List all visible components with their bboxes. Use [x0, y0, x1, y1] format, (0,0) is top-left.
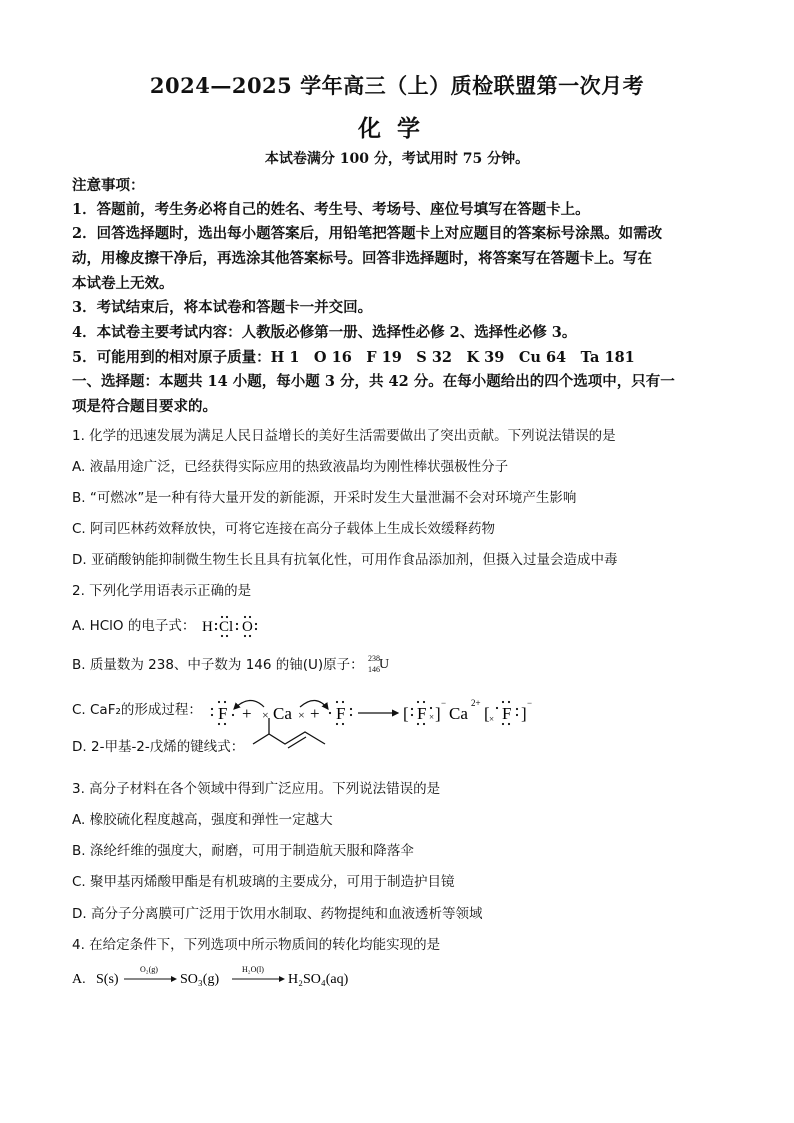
fluoride-ion: F: [417, 704, 427, 723]
bracket-left: [: [484, 704, 490, 723]
fluorine-atom-left: F: [218, 704, 228, 723]
o-atom: O: [241, 619, 253, 635]
cl-atom: Cl: [218, 619, 233, 635]
q2-option-b-label: B. 质量数为 238、中子数为 146 的铀(U)原子：: [72, 657, 364, 673]
cross-electron: ×: [298, 708, 305, 722]
species-h2so4: H₂SO₄(aq): [288, 972, 349, 987]
q3-option-d: D. 高分子分离膜可广泛用于饮用水制取、药物提纯和血液透析等领域: [72, 906, 483, 922]
fluorine-atom-right: F: [336, 704, 346, 723]
question-1-stem: 1. 化学的迅速发展为满足人民日益增长的美好生活需要做出了突出贡献。下列说法错误的是: [72, 428, 616, 444]
question-4-stem: 4. 在给定条件下，下列选项中所示物质间的转化均能实现的是: [72, 937, 441, 953]
note-line: 5．可能用到的相对原子质量：H 1 O 16 F 19 S 32 K 39 Cu 64 Ta 181: [72, 349, 635, 366]
q1-option-a: A. 液晶用途广泛，已经获得实际应用的热致液晶均为刚性棒状强极性分子: [72, 459, 509, 475]
carbon-chain: [253, 732, 325, 744]
q1-option-b: B. “可燃冰”是一种有待大量开发的新能源，开采时发生大量泄漏不会对环境产生影响: [72, 490, 577, 506]
plus-sign: +: [242, 704, 252, 723]
note-line: 1．答题前，考生务必将自己的姓名、考生号、考场号、座位号填写在答题卡上。: [72, 201, 590, 218]
q2-option-c-label: C. CaF₂的形成过程：: [72, 702, 202, 718]
q2-option-a-label: A. HClO 的电子式：: [72, 618, 196, 634]
calcium-atom: Ca: [273, 704, 293, 723]
calcium-ion: Ca: [449, 704, 469, 723]
q2-option-a: [72, 614, 268, 638]
cross-electron: ×: [489, 714, 495, 724]
exam-info: 本试卷满分 100 分，考试用时 75 分钟。: [264, 151, 530, 167]
calcium-charge: 2+: [471, 698, 481, 708]
question-3-stem: 3. 高分子材料在各个领域中得到广泛应用。下列说法错误的是: [72, 781, 441, 797]
note-line: 本试卷上无效。: [72, 275, 174, 292]
element-symbol: U: [378, 657, 390, 672]
note-line: 动，用橡皮擦干净后，再选涂其他答案标号。回答非选择题时，将答案写在答题卡上。写在: [72, 250, 652, 267]
atomic-number: 146: [367, 665, 380, 674]
note-line: 3．考试结束后，将本试卷和答题卡一并交回。: [72, 299, 373, 316]
q2-option-b: [72, 653, 394, 676]
q1-option-c: C. 阿司匹林药效释放快，可将它连接在高分子载体上生成长效缓释药物: [72, 521, 496, 537]
reaction-condition-2: H₂O(l): [242, 965, 264, 974]
species-so3: SO₃(g): [180, 972, 220, 987]
section-heading: 一、选择题：本题共 14 小题，每小题 3 分，共 42 分。在每小题给出的四个选项中，只有一: [72, 373, 675, 390]
cross-electron: ×: [262, 708, 269, 722]
h-atom: H: [201, 619, 213, 635]
note-line: 2．回答选择题时，选出每小题答案后，用铅笔把答题卡上对应题目的答案标号涂黑。如需改: [72, 225, 663, 242]
subject-title: 化学: [358, 115, 436, 142]
option-label: A.: [72, 972, 86, 987]
q3-option-a: A. 橡胶硫化程度越高，强度和弹性一定越大: [72, 812, 333, 828]
note-line: 4．本试卷主要考试内容：人教版必修第一册、选择性必修 2、选择性必修 3。: [72, 324, 577, 341]
exam-title: 2024—2025 学年高三（上）质检联盟第一次月考: [149, 73, 645, 98]
mass-number: 238: [367, 654, 380, 663]
question-2-stem: 2. 下列化学用语表示正确的是: [72, 583, 252, 599]
cross-electron: ×: [429, 712, 435, 722]
plus-sign: +: [310, 704, 320, 723]
q2-option-d-label: D. 2-甲基-2-戊烯的键线式：: [72, 739, 245, 755]
uranium-isotope: [368, 654, 394, 676]
conversion-chain-a: [72, 962, 372, 992]
charge-minus: −: [527, 698, 533, 708]
notes-heading: 注意事项：: [72, 177, 145, 194]
q3-option-b: B. 涤纶纤维的强度大，耐磨，可用于制造航天服和降落伞: [72, 843, 414, 859]
q1-option-d: D. 亚硝酸钠能抑制微生物生长且具有抗氧化性，可用作食品添加剂，但摄入过量会造成中毒: [72, 552, 618, 568]
charge-minus: −: [441, 698, 447, 708]
reaction-condition-1: O₂(g): [140, 965, 158, 974]
q4-option-a: [72, 962, 372, 992]
species-sulfur: S(s): [96, 972, 119, 987]
double-bond: [288, 737, 306, 748]
hclo-electron-formula: [200, 614, 268, 638]
bracket-right: ]: [521, 704, 527, 723]
section-heading-cont: 项是符合题目要求的。: [72, 398, 217, 415]
skeletal-formula-2-methyl-2-pentene: [249, 718, 339, 758]
bracket-right: ]: [435, 704, 441, 723]
fluoride-ion: F: [502, 704, 512, 723]
bracket-left: [: [403, 704, 409, 723]
q2-option-d: [72, 735, 339, 758]
q3-option-c: C. 聚甲基丙烯酸甲酯是有机玻璃的主要成分，可用于制造护目镜: [72, 874, 455, 890]
